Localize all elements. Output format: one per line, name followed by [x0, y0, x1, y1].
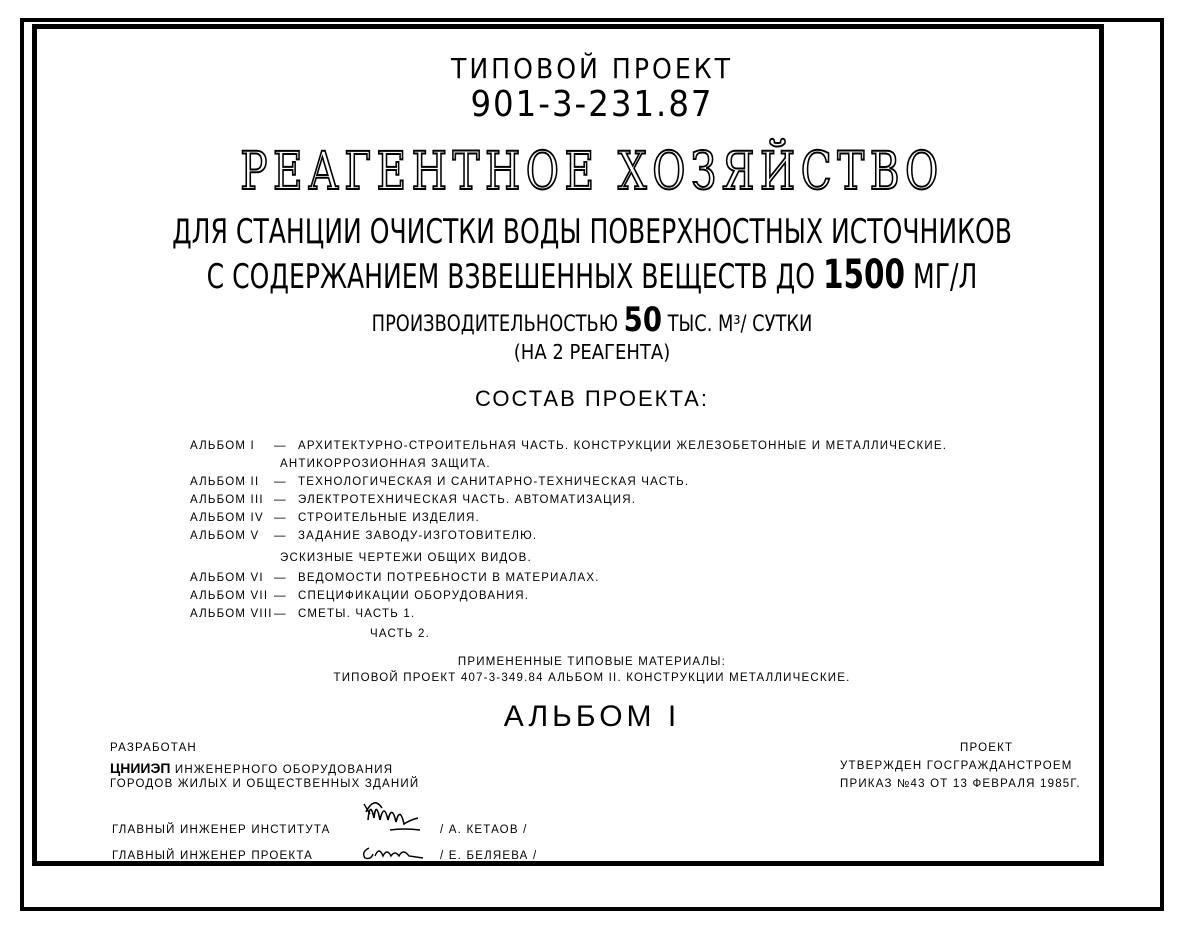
album-dash: — — [274, 608, 287, 620]
album-row-4 — [190, 512, 480, 524]
album-row-8-cont: ЧАСТЬ 2. — [370, 628, 430, 640]
developer-org-rest: ИНЖЕНЕРНОГО ОБОРУДОВАНИЯ — [174, 764, 394, 776]
document-title: РЕАГЕНТНОЕ ХОЗЯЙСТВО — [240, 142, 944, 202]
subtitle-line-2-text: С СОДЕРЖАНИЕМ ВЗВЕШЕННЫХ ВЕЩЕСТВ ДО — [206, 257, 815, 297]
subtitle-line-1: ДЛЯ СТАНЦИИ ОЧИСТКИ ВОДЫ ПОВЕРХНОСТНЫХ ИСТОЧНИКОВ — [172, 212, 1012, 252]
album-label: АЛЬБОМ V — [190, 530, 260, 542]
signature-name-1: / А. КЕТАОВ / — [440, 824, 528, 836]
developer-label: РАЗРАБОТАН — [110, 742, 197, 754]
approval-line1: УТВЕРЖДЕН ГОСГРАЖДАНСТРОЕМ — [840, 760, 1073, 772]
album-dash: — — [274, 512, 287, 524]
album-dash: — — [274, 590, 287, 602]
developer-org — [110, 760, 393, 776]
approval-label: ПРОЕКТ — [960, 742, 1014, 754]
album-label: АЛЬБОМ VIII — [190, 608, 273, 620]
signature-name-2: / Е. БЕЛЯЕВА / — [440, 850, 538, 862]
project-number: 901-3-231.87 — [470, 84, 714, 125]
album-text: ТЕХНОЛОГИЧЕСКАЯ И САНИТАРНО-ТЕХНИЧЕСКАЯ ЧАСТЬ. — [298, 476, 690, 488]
album-label: АЛЬБОМ II — [190, 476, 260, 488]
developer-org-name: ЦНИИЭП — [110, 760, 171, 776]
signature-role-2: ГЛАВНЫЙ ИНЖЕНЕР ПРОЕКТА — [112, 850, 314, 862]
signature-1-handwriting — [360, 790, 440, 840]
album-text: ЗАДАНИЕ ЗАВОДУ-ИЗГОТОВИТЕЛЮ. — [298, 530, 538, 542]
album-row-1 — [190, 440, 947, 452]
album-row-2 — [190, 476, 689, 488]
capacity-unit: ТЫС. М³/ СУТКИ — [667, 312, 813, 337]
album-dash: — — [274, 530, 287, 542]
album-text: ВЕДОМОСТИ ПОТРЕБНОСТИ В МАТЕРИАЛАХ. — [298, 572, 600, 584]
album-row-5 — [190, 530, 537, 542]
reagents-note: (НА 2 РЕАГЕНТА) — [513, 340, 671, 364]
developer-org-line2: ГОРОДОВ ЖИЛЫХ И ОБЩЕСТВЕННЫХ ЗДАНИЙ — [110, 778, 420, 790]
composition-heading: СОСТАВ ПРОЕКТА: — [475, 386, 709, 411]
signature-2-handwriting — [355, 838, 435, 868]
album-text: ЭЛЕКТРОТЕХНИЧЕСКАЯ ЧАСТЬ. АВТОМАТИЗАЦИЯ. — [298, 494, 637, 506]
approval-line2: ПРИКАЗ №43 ОТ 13 ФЕВРАЛЯ 1985Г. — [840, 778, 1081, 790]
suspended-solids-value: 1500 — [822, 252, 906, 298]
album-text: АРХИТЕКТУРНО-СТРОИТЕЛЬНАЯ ЧАСТЬ. КОНСТРУКЦИИ ЖЕЛЕЗОБЕТОННЫЕ И МЕТАЛЛИЧЕСКИЕ. — [298, 440, 948, 452]
album-row-5-cont: ЭСКИЗНЫЕ ЧЕРТЕЖИ ОБЩИХ ВИДОВ. — [280, 552, 532, 564]
album-row-1-cont: АНТИКОРРОЗИОННАЯ ЗАЩИТА. — [280, 458, 491, 470]
capacity-line — [59, 300, 1125, 340]
album-row-7 — [190, 590, 529, 602]
applied-materials-heading: ПРИМЕНЕННЫЕ ТИПОВЫЕ МАТЕРИАЛЫ: — [457, 656, 727, 668]
suspended-solids-unit: МГ/Л — [913, 257, 978, 297]
capacity-value: 50 — [623, 300, 662, 340]
capacity-label: ПРОИЗВОДИТЕЛЬНОСТЬЮ — [371, 312, 619, 337]
project-type: ТИПОВОЙ ПРОЕКТ — [450, 52, 734, 85]
album-title: АЛЬБОМ I — [503, 700, 681, 733]
album-dash: — — [274, 440, 287, 452]
album-dash: — — [274, 476, 287, 488]
album-label: АЛЬБОМ VII — [190, 590, 269, 602]
album-text: СМЕТЫ. ЧАСТЬ 1. — [298, 608, 416, 620]
album-label: АЛЬБОМ I — [190, 440, 255, 452]
album-label: АЛЬБОМ IV — [190, 512, 264, 524]
applied-materials-text: ТИПОВОЙ ПРОЕКТ 407-3-349.84 АЛЬБОМ II. КОНСТРУКЦИИ МЕТАЛЛИЧЕСКИЕ. — [333, 672, 851, 684]
album-text: СТРОИТЕЛЬНЫЕ ИЗДЕЛИЯ. — [298, 512, 480, 524]
album-dash: — — [274, 572, 287, 584]
album-row-6 — [190, 572, 600, 584]
subtitle-line-2 — [107, 252, 1078, 298]
album-dash: — — [274, 494, 287, 506]
album-text: СПЕЦИФИКАЦИИ ОБОРУДОВАНИЯ. — [298, 590, 530, 602]
signature-role-1: ГЛАВНЫЙ ИНЖЕНЕР ИНСТИТУТА — [112, 824, 331, 836]
album-label: АЛЬБОМ VI — [190, 572, 264, 584]
album-row-3 — [190, 494, 636, 506]
album-row-8 — [190, 608, 415, 620]
album-label: АЛЬБОМ III — [190, 494, 264, 506]
